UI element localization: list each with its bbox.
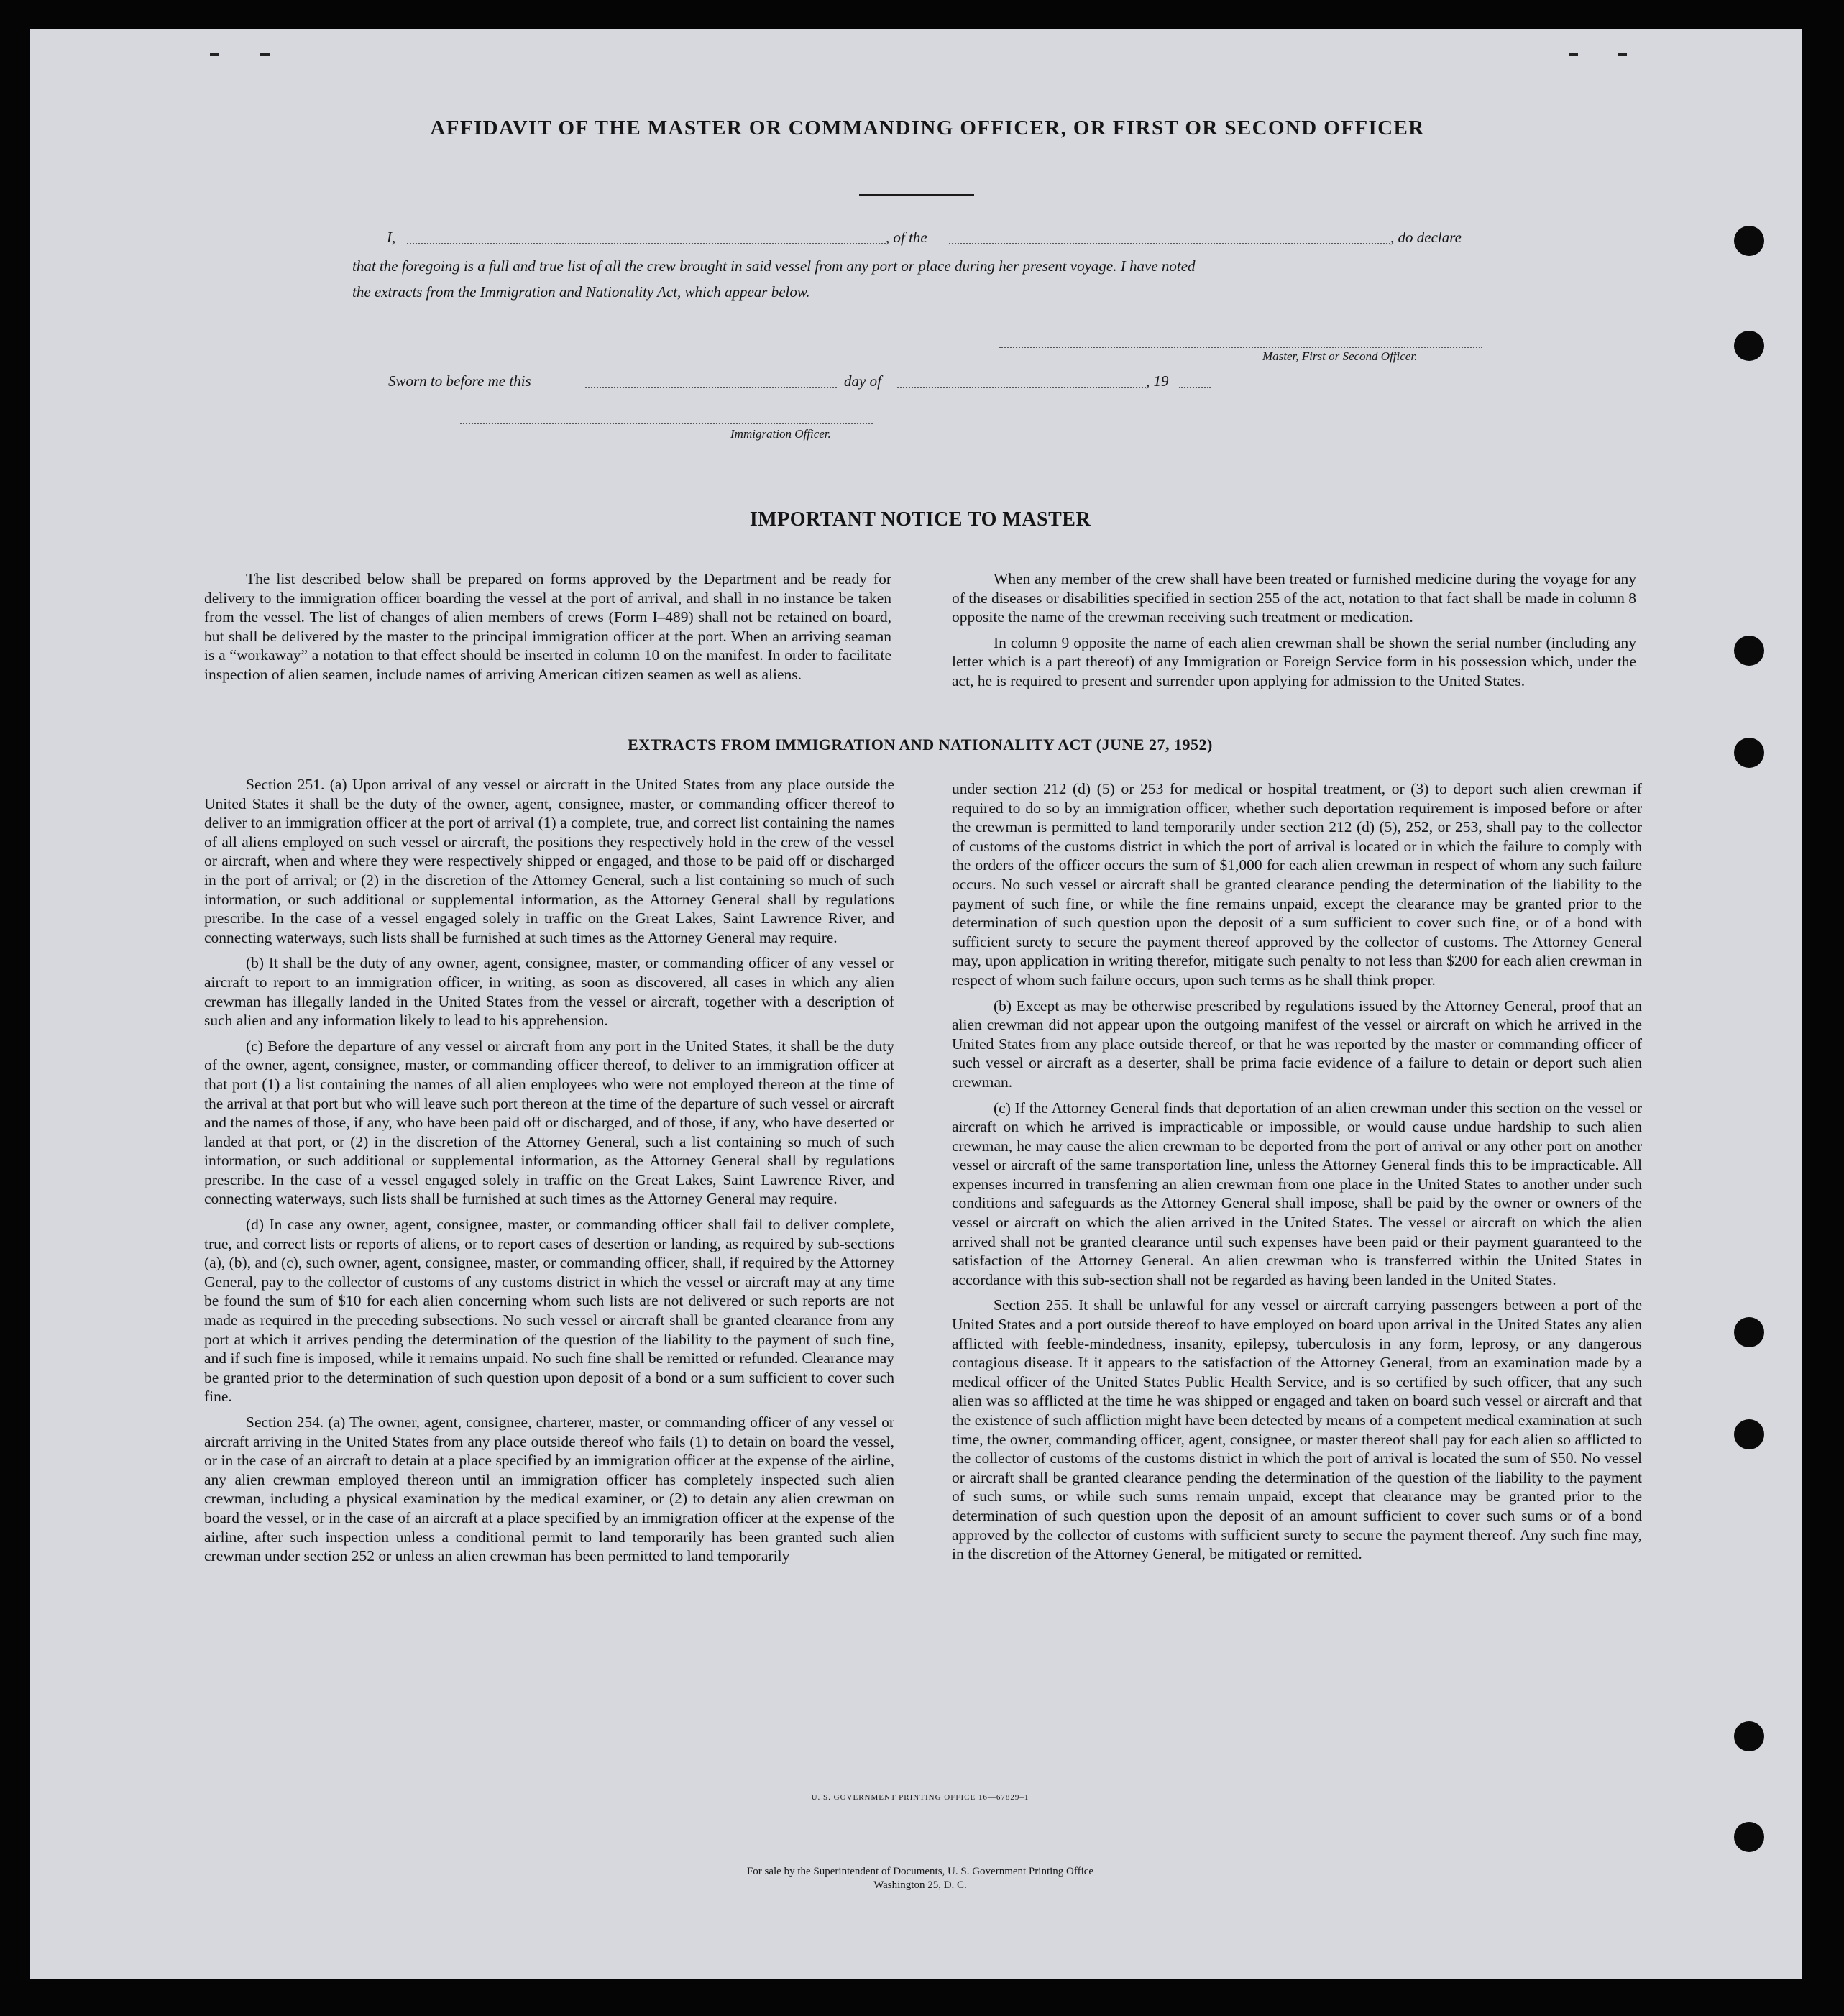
notice-paragraph: In column 9 opposite the name of each alien crewman shall be shown the serial number (including any letter which is a part thereof) of any Immigration or Foreign Service form in his possession which, under the act, he is required to present and surrender upon applying for admission to the United States.	[952, 633, 1636, 689]
declarant-name-field[interactable]	[407, 243, 886, 244]
punch-hole	[1734, 636, 1764, 666]
section-251a-paragraph: Section 251. (a) Upon arrival of any vessel or aircraft in the United States from any place outside the United States it shall be the duty of the owner, agent, consignee, master, or commanding officer thereof to deliver to an immigration officer at the port of arrival (1) a complete, true, and correct list containing the names of all aliens employed on such vessel or aircraft, the positions they respectively hold in the crew of the vessel or aircraft, when and where they were respectively shipped or engaged, and those to be paid off or discharged in the port of arrival; or (2) in the discretion of the Attorney General, such a list containing so much of such information, or such additional or supplemental information, as the Attorney General shall by regulations prescribe. In the case of a vessel engaged solely in traffic on the Great Lakes, Saint Lawrence River, and connecting waterways, such lists shall be furnished at such times as the Attorney General may require.	[204, 776, 894, 946]
do-declare-label: , do declare	[1390, 229, 1462, 246]
affidavit-i-label: I,	[387, 229, 396, 246]
scan-mark	[210, 53, 219, 56]
sale-notice-line: For sale by the Superintendent of Documents, U. S. Government Printing Office	[746, 1866, 1094, 1877]
punch-hole	[1734, 226, 1764, 256]
section-251d-paragraph: (d) In case any owner, agent, consignee, master, or commanding officer shall fail to deliver complete, true, and correct lists or reports of aliens, or to report cases of desertion or landing, as required by sub-sections (a), (b), and (c), such owner, agent, consignee, master, or commanding officer, shall, if required by the Attorney General, pay to the collector of customs of any customs district in which the vessel or aircraft may at any time be found the sum of $10 for each alien concerning whom such lists are not delivered or such reports are not made as required in the preceding subsections. No such vessel or aircraft shall be granted clearance from any port at which it arrives pending the determination of the question of the liability to the payment of such fine, and if such fine is imposed, while it remains unpaid. No such fine shall be remitted or refunded. Clearance may be granted prior to the determination of such question upon deposit of a bond or a sum sufficient to cover such fine.	[204, 1216, 894, 1406]
sworn-month-field[interactable]	[897, 387, 1146, 388]
scan-mark	[260, 53, 270, 56]
punch-hole	[1734, 1419, 1764, 1449]
immigration-officer-signature-field[interactable]	[460, 423, 873, 424]
sworn-year-field[interactable]	[1179, 387, 1211, 388]
affidavit-title: AFFIDAVIT OF THE MASTER OR COMMANDING OFFICER, OR FIRST OR SECOND OFFICER	[430, 116, 1425, 139]
notice-paragraph: When any member of the crew shall have been treated or furnished medicine during the voyage for any of the diseases or disabilities specified in section 255 of the act, notation to that fact shall be made in column 8 opposite the name of the crewman receiving such treatment or medication.	[952, 570, 1636, 626]
section-255-paragraph: Section 255. It shall be unlawful for any vessel or aircraft carrying passengers between a port of the United States and a port outside thereof to have employed on board upon arrival in the United States any alien afflicted with feeble-mindedness, insanity, epilepsy, tuberculosis in any form, leprosy, or any dangerous contagious disease. If it appears to the satisfaction of the Attorney General, from an examination made by a medical officer of the United States Public Health Service, and is so certified by such officer, that any such alien was so afflicted at the time he was shipped or engaged and taken on board such vessel or aircraft and that the existence of such affliction might have been detected by means of a competent medical examination at such time, the owner, commanding officer, agent, consignee, or master thereof shall pay for each alien so afflicted to the collector of customs of the customs district in which the port of arrival is located the sum of $50. No vessel or aircraft shall be granted clearance pending the determination of the question of the liability to the payment of such sums, or while such sums remain unpaid, except that clearance may be granted prior to the determination of such question upon the deposit of an amount sufficient to cover such sums or of a bond approved by the collector of customs with sufficient surety to secure the payment thereof. Any such fine may, in the discretion of the Attorney General, be mitigated or remitted.	[952, 1296, 1642, 1563]
notice-title: IMPORTANT NOTICE TO MASTER	[749, 508, 1091, 531]
section-254a-paragraph: Section 254. (a) The owner, agent, consignee, charterer, master, or commanding officer of any vessel or aircraft arriving in the United States from any place outside thereof who fails (1) to detain on board the vessel, or in the case of an aircraft to detain at a place specified by an immigration officer at the expense of the airline, any alien crewman employed thereon until an immigration officer has completely inspected such alien crewman, including a physical examination by the medical examiner, or (2) to detain any alien crewman on board the vessel, or in the case of an aircraft at a place specified by an immigration officer at the expense of the airline, after such inspection unless a conditional permit to land temporarily has been granted such alien crewman under section 252 or unless an alien crewman has been permitted to land temporarily	[204, 1414, 894, 1565]
punch-hole	[1734, 738, 1764, 768]
punch-hole	[1734, 1721, 1764, 1751]
punch-hole	[1734, 1317, 1764, 1347]
section-251c-paragraph: (c) Before the departure of any vessel or aircraft from any port in the United States, it shall be the duty of the owner, agent, consignee, master, or commanding officer thereof, to deliver to an immigration officer at that port (1) a list containing the names of all alien employees who were not employed thereon at the time of the arrival at that port but who will leave such port thereon at the time of the departure of such vessel or aircraft and the names of those, if any, who have been paid off or discharged, and of those, if any, who have deserted or landed at that port, or (2) in the discretion of the Attorney General, such a list containing so much of such information, or such additional or supplemental information, as the Attorney General shall by regulations prescribe. In the case of a vessel engaged solely in traffic on the Great Lakes, Saint Lawrence River, and connecting waterways, such lists shall be furnished at such times as the Attorney General may require.	[204, 1037, 894, 1208]
sale-notice	[575, 1865, 1265, 1892]
sworn-label: Sworn to before me this	[388, 372, 531, 390]
day-of-label: day of	[844, 372, 881, 390]
punch-hole	[1734, 1822, 1764, 1852]
officer-signature-field[interactable]	[999, 347, 1482, 348]
section-254b-paragraph: (b) Except as may be otherwise prescribed by regulations issued by the Attorney General, proof that an alien crewman did not appear upon the outgoing manifest of the vessel or aircraft on which he arrived in the United States from any place outside thereof, or that he was reported by the master or commanding officer of such vessel or aircraft as a deserter, shall be prima facie evidence of a failure to detain or deport such alien crewman.	[952, 996, 1642, 1091]
section-254c-paragraph: (c) If the Attorney General finds that deportation of an alien crewman under this section on the vessel or aircraft on which he arrived is impracticable or impossible, or would cause undue hardship to such alien crewman, he may cause the alien crewman to be deported from the port of arrival or any other port on another vessel or aircraft of the same transportation line, unless the Attorney General finds this to be impracticable. All expenses incurred in transferring an alien crewman from one place in the United States to another under such conditions and safeguards as the Attorney General shall impose, shall be paid by the owner or owners of the vessel or aircraft on which the alien arrived in the United States. The vessel or aircraft on which the alien arrived shall not be granted clearance until such expenses have been paid or their payment guaranteed to the satisfaction of the Attorney General. An alien crewman who is transferred within the United States in accordance with this sub-section shall not be regarded as having been landed in the United States.	[952, 1099, 1642, 1288]
section-251b-paragraph: (b) It shall be the duty of any owner, agent, consignee, master, or commanding officer of any vessel or aircraft to report to an immigration officer, in writing, as soon as discovered, all cases in which any alien crewman has illegally landed in the United States from the vessel or aircraft, together with a description of such alien and any information likely to lead to his apprehension.	[204, 954, 894, 1030]
sworn-day-field[interactable]	[585, 387, 837, 388]
affidavit-statement-line: the extracts from the Immigration and Nationality Act, which appear below.	[352, 283, 810, 301]
printing-office-mark: U. S. GOVERNMENT PRINTING OFFICE 16—67829–1	[811, 1793, 1029, 1802]
affidavit-statement-line: that the foregoing is a full and true list of all the crew brought in said vessel from any port or place during her present voyage. I have noted	[352, 257, 1196, 275]
notice-paragraph: The list described below shall be prepared on forms approved by the Department and be ready for delivery to the immigration officer boarding the vessel at the port of arrival, and shall in no instance be taken from the vessel. The list of changes of alien members of crews (Form I–489) shall not be retained on board, but shall be delivered by the master to the principal immigration officer at the port. When an arriving seaman is a “workaway” a notation to that effect should be inserted in column 10 on the manifest. In order to facilitate inspection of alien seamen, include names of arriving American citizen seamen as well as aliens.	[204, 570, 891, 683]
scan-mark	[1569, 53, 1578, 56]
immigration-officer-label: Immigration Officer.	[730, 427, 831, 441]
year-label: , 19	[1146, 372, 1169, 390]
notice-left-column	[204, 569, 891, 691]
extracts-right-column	[952, 779, 1642, 1570]
extracts-left-column	[204, 775, 894, 1572]
punch-hole	[1734, 331, 1764, 361]
extracts-title: EXTRACTS FROM IMMIGRATION AND NATIONALITY ACT (JUNE 27, 1952)	[628, 736, 1213, 753]
of-the-label: , of the	[886, 229, 927, 246]
officer-signature-label: Master, First or Second Officer.	[1262, 349, 1418, 363]
notice-right-column	[952, 569, 1636, 697]
scan-mark	[1618, 53, 1627, 56]
sale-notice-line: Washington 25, D. C.	[873, 1879, 967, 1891]
vessel-name-field[interactable]	[949, 243, 1390, 244]
section-254a-continued: under section 212 (d) (5) or 253 for medical or hospital treatment, or (3) to deport such alien crewman if required to do so by an immigration officer, whether such deportation requirement is imposed before or after the crewman is permitted to land temporarily under section 212 (d) (5), 252, or 253, shall pay to the collector of customs of the customs district in which the port of arrival is located or in which the failure to comply with the orders of the officer occurs the sum of $1,000 for each alien crewman in respect of whom any such failure occurs. No such vessel or aircraft shall be granted clearance pending the determination of the liability to the payment of such fine, or while the fine remains unpaid, except the clearance may be granted prior to the determination of such question upon the deposit of a sum sufficient to cover such fine, or of a bond with sufficient surety to secure the payment thereof approved by the collector of customs. The Attorney General may, upon application in writing therefor, mitigate such penalty to not less than $200 for each alien crewman in respect of whom such failure occurs, upon such terms as he shall think proper.	[952, 780, 1642, 989]
title-rule	[859, 194, 974, 196]
